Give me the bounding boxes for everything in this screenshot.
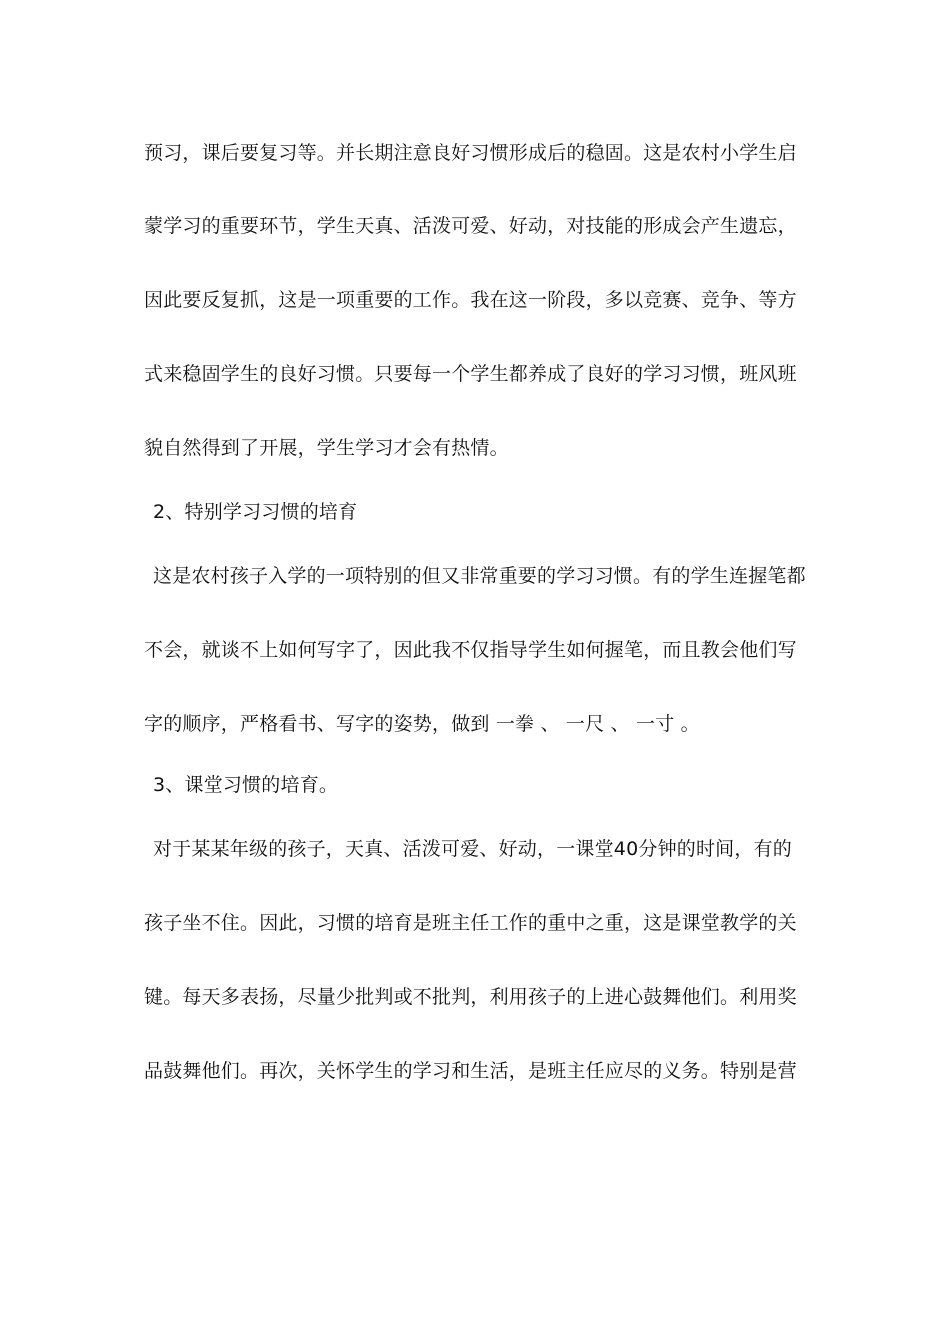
paragraph-line: 蒙学习的重要环节，学生天真、活泼可爱、好动，对技能的形成会产生遗忘， [144, 215, 797, 237]
paragraph-line: 因此要反复抓，这是一项重要的工作。我在这一阶段，多以竞赛、竞争、等方 [144, 289, 797, 311]
paragraph-line: 这是农村孩子入学的一项特别的但又非常重要的学习习惯。有的学生连握笔都 [153, 565, 806, 587]
paragraph-line: 键。每天多表扬，尽量少批判或不批判，利用孩子的上进心鼓舞他们。利用奖 [144, 986, 797, 1008]
paragraph-line: 预习，课后要复习等。并长期注意良好习惯形成后的稳固。这是农村小学生启 [144, 142, 797, 164]
paragraph-line: 式来稳固学生的良好习惯。只要每一个学生都养成了良好的学习习惯，班风班 [144, 363, 797, 385]
section-heading: 3、课堂习惯的培育。 [153, 774, 339, 796]
paragraph-line: 对于某某年级的孩子，天真、活泼可爱、好动，一课堂40分钟的时间，有的 [153, 838, 792, 860]
paragraph-line: 孩子坐不住。因此，习惯的培育是班主任工作的重中之重，这是课堂教学的关 [144, 912, 797, 934]
paragraph-line: 品鼓舞他们。再次，关怀学生的学习和生活，是班主任应尽的义务。特别是营 [144, 1060, 797, 1082]
section-heading: 2、特别学习习惯的培育 [153, 501, 358, 523]
paragraph-line: 字的顺序，严格看书、写字的姿势，做到 一拳 、 一尺 、 一寸 。 [144, 713, 700, 735]
paragraph-line: 不会，就谈不上如何写字了，因此我不仅指导学生如何握笔，而且教会他们写 [144, 639, 797, 661]
paragraph-line: 貌自然得到了开展，学生学习才会有热情。 [144, 437, 509, 459]
